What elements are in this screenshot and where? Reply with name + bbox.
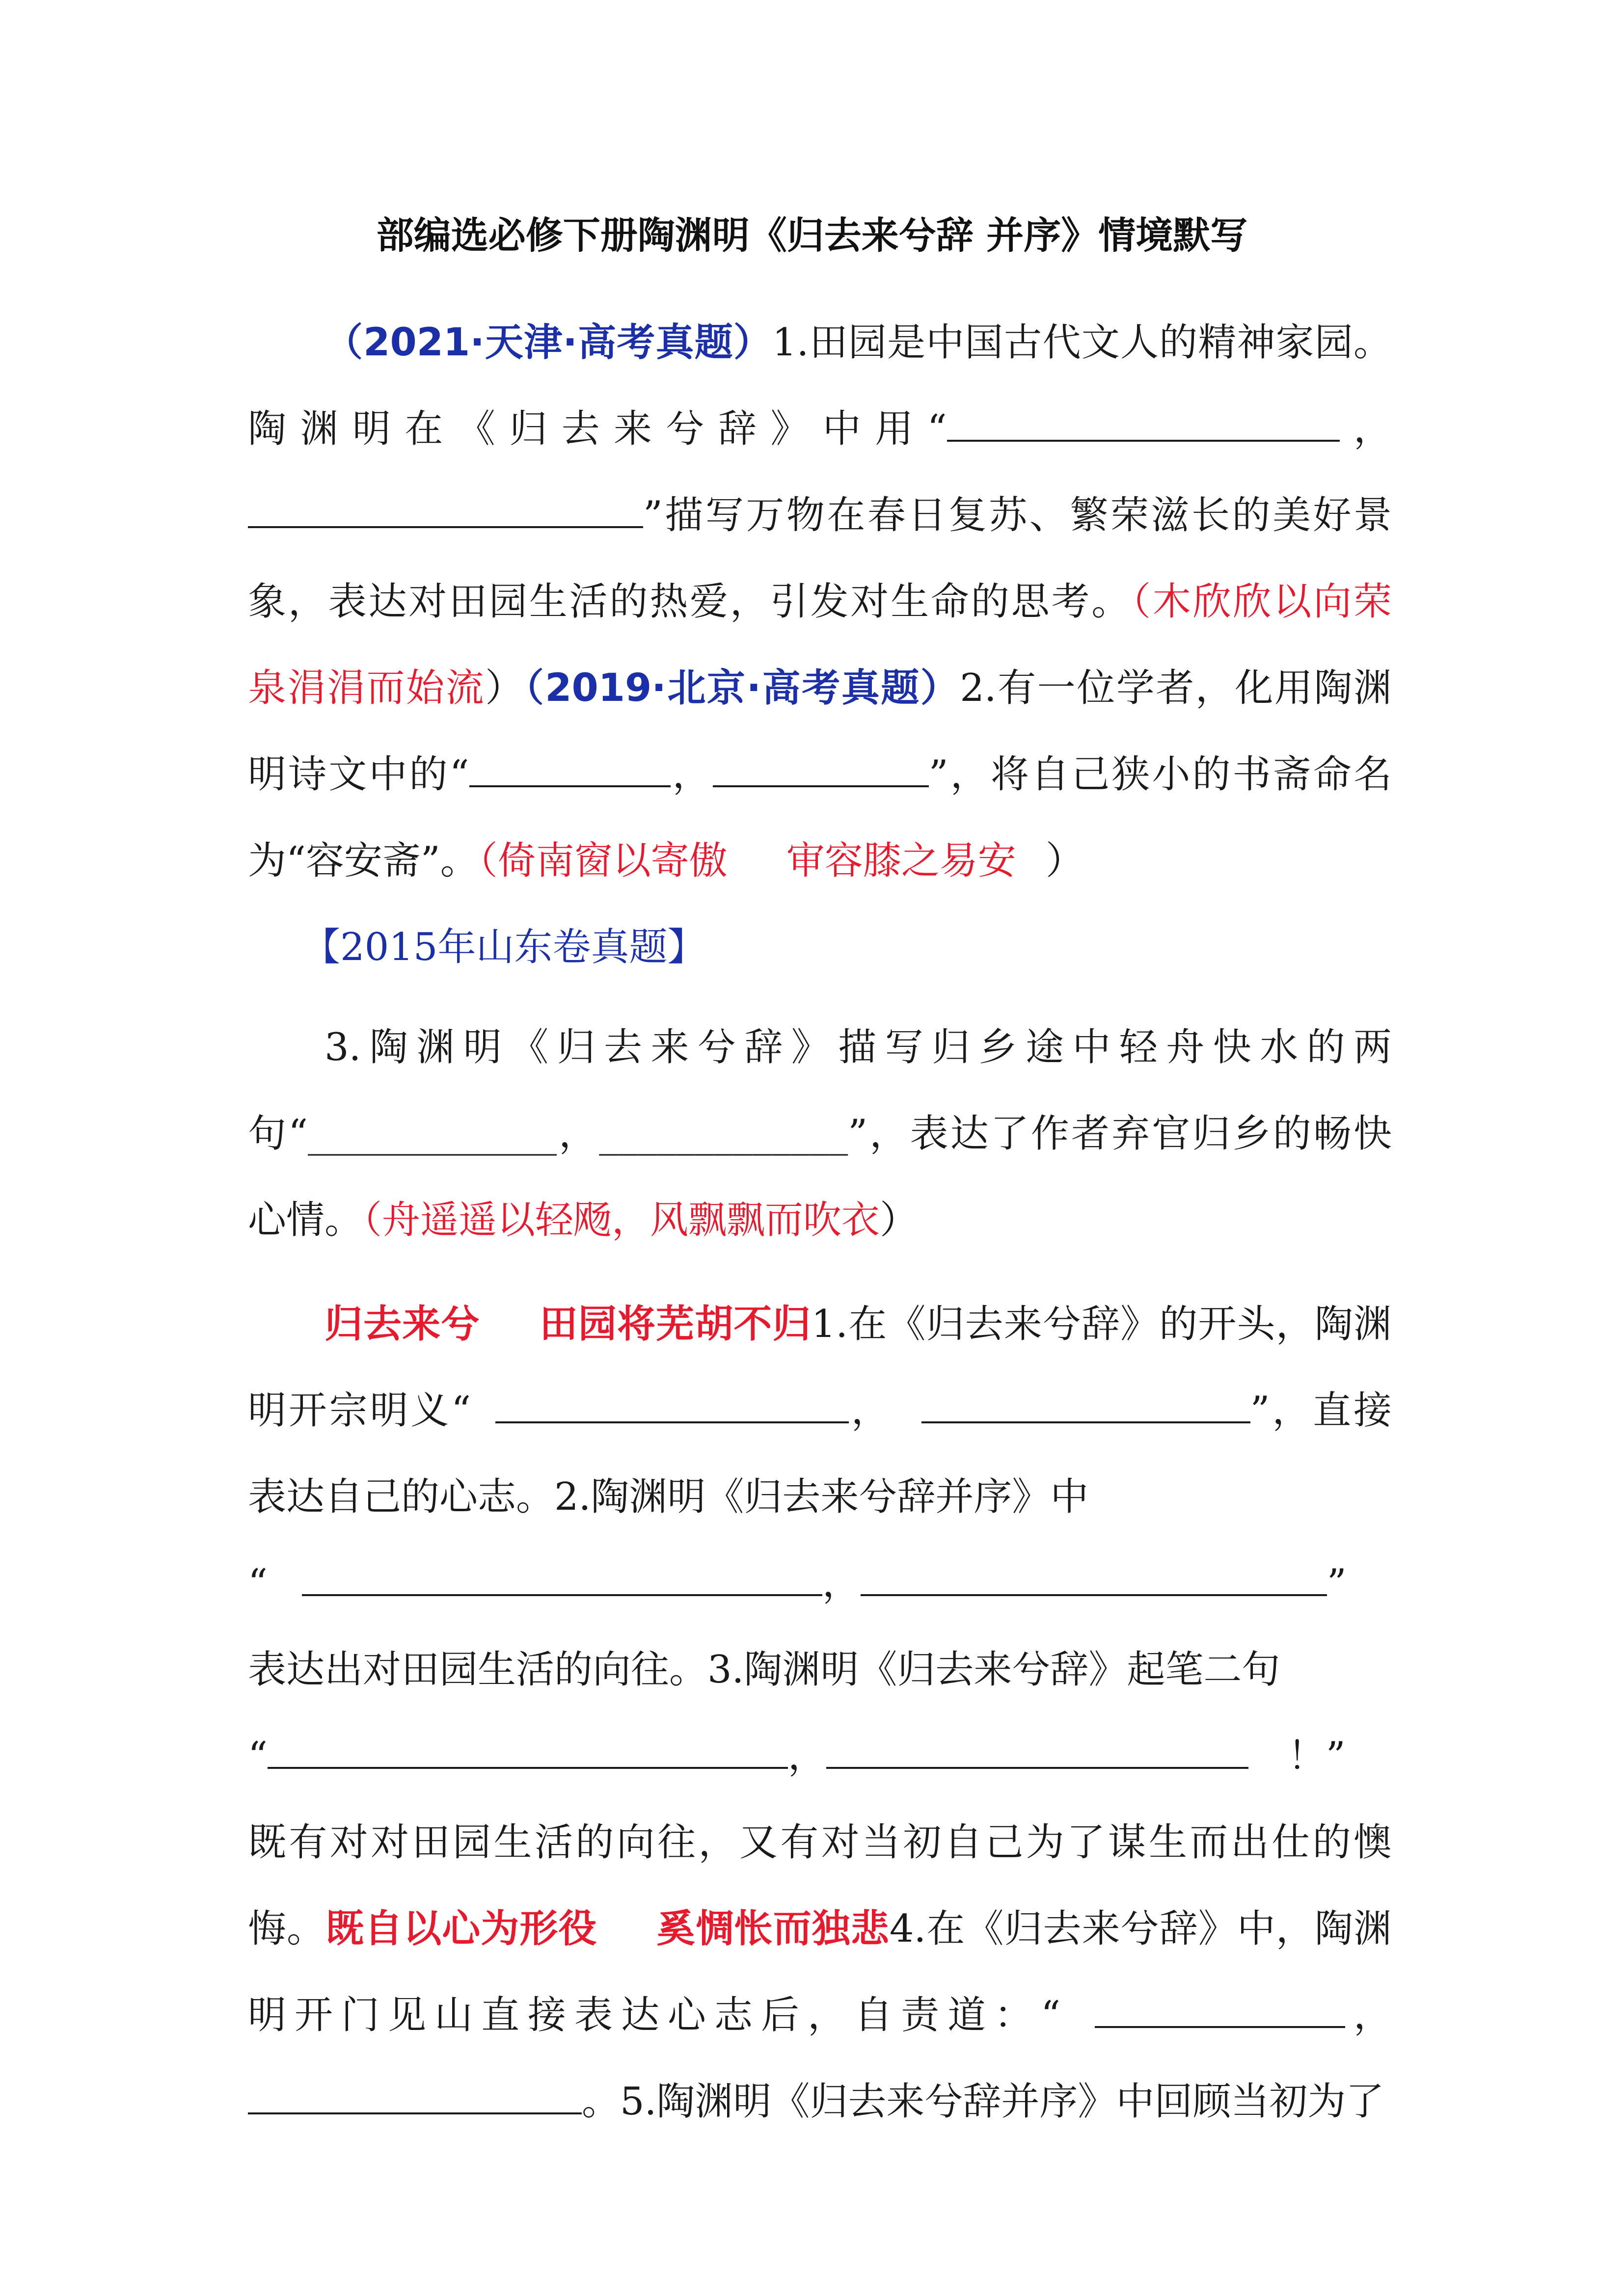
answer-blank[interactable] <box>1095 1992 1345 2028</box>
page-title: 部编选必修下册陶渊明《归去来兮辞 并序》情境默写 <box>376 214 1248 257</box>
answer-blank[interactable] <box>268 1733 788 1769</box>
answer-blank[interactable] <box>713 751 929 787</box>
close-quote: ！” <box>1287 1734 1346 1778</box>
question-text: 2.有一位学者，化用陶渊明诗文中的“ <box>248 666 1392 797</box>
answer-text: 归去来兮 <box>325 1302 480 1346</box>
comma: ， <box>1339 407 1392 451</box>
document-body <box>248 299 1430 2145</box>
question-text: 2.陶渊明《归去来兮辞并序》中 <box>554 1475 1089 1519</box>
open-quote: “ <box>248 1734 268 1778</box>
source-tag-2021: （2021·天津·高考真题） <box>325 320 773 365</box>
answer-blank[interactable]: _____________ <box>308 1112 557 1156</box>
source-tag-2015: 【2015年山东卷真题】 <box>302 925 706 969</box>
open-quote: “ <box>248 1561 268 1605</box>
comma: ， <box>822 1561 861 1605</box>
question-text: ”，直接表达自己的心志。 <box>248 1388 1392 1519</box>
question-text: 4.在《归去来兮辞》中，陶渊明开门见山直接表达心志后，自责道：“ <box>248 1907 1392 2037</box>
close-quote: ” <box>1326 1561 1347 1605</box>
answer-blank[interactable] <box>861 1560 1327 1596</box>
question-text: 1.在《归去来兮辞》的开头，陶渊明开宗明义“ <box>248 1302 1392 1433</box>
answer-text: 田园将芜胡不归 <box>539 1302 812 1346</box>
answer-open-paren: （ <box>363 1198 382 1242</box>
comma: ， <box>1345 1993 1392 2037</box>
comma: ， <box>787 1734 826 1778</box>
answer-open-paren: （ <box>478 839 498 883</box>
answer-text: 木欣欣以向荣 泉涓涓而始流 <box>248 580 1430 710</box>
answer-blank[interactable]: _____________ <box>599 1112 848 1156</box>
answer-blank[interactable] <box>826 1733 1248 1769</box>
question-2021-paragraph <box>248 299 1430 904</box>
question-2015-paragraph <box>248 1004 1392 1263</box>
question-text: 3.陶渊明《归去来兮辞》起笔二句 <box>707 1648 1280 1692</box>
question-text: 1.田园是中国古代文人的精神家园。陶渊明在《归去来兮辞》中用“ <box>248 320 1392 451</box>
answer-blank[interactable] <box>921 1387 1250 1423</box>
answer-text: 倚南窗以寄傲 <box>497 839 728 883</box>
section-heading-2015 <box>248 904 1392 990</box>
answer-close-paren: ） <box>880 1198 919 1242</box>
question-text: 3.陶渊明《归去来兮辞》描写归乡途中轻舟快水的两句“ <box>248 1025 1392 1156</box>
question-text: ”，将自己狭小的书斋命名为“容安斋”。 <box>248 752 1392 883</box>
comma: ， <box>557 1112 599 1156</box>
answer-text: 奚惆怅而独悲 <box>656 1907 890 1951</box>
answer-blank[interactable] <box>947 405 1340 442</box>
comma: ， <box>670 752 713 797</box>
answer-text: 审容膝之易安 <box>786 839 1016 883</box>
source-tag-2019: （2019·北京·高考真题） <box>524 666 960 710</box>
question-text: ”描写万物在春日复苏、繁荣滋长的美好景象，表达对田园生活的热爱，引发对生命的思考。 <box>248 493 1392 624</box>
answer-blank[interactable] <box>469 751 671 787</box>
answer-blank[interactable] <box>248 2078 582 2114</box>
answer-open-paren: （ <box>1132 580 1153 624</box>
answer-blank[interactable] <box>495 1387 849 1423</box>
answer-text: 舟遥遥以轻飏，风飘飘而吹衣 <box>382 1198 880 1242</box>
answer-text: 既自以心为形役 <box>325 1907 597 1951</box>
answer-close-paren: ） <box>1045 839 1084 883</box>
question-set-paragraph <box>248 1281 1392 2145</box>
answer-blank[interactable] <box>302 1560 822 1596</box>
question-text: ”，表达了作者弃官归乡的畅快心情。 <box>248 1112 1392 1242</box>
answer-blank[interactable] <box>248 492 643 528</box>
question-text: 表达出对田园生活的向往。 <box>248 1648 708 1692</box>
question-text: 。5.陶渊明《归去来兮辞并序》中回顾当初为了 <box>582 2080 1384 2124</box>
comma: ， <box>848 1388 892 1433</box>
answer-close-paren: ） <box>485 666 525 710</box>
question-text: 既有对对田园生活的向往，又有对当初自己为了谋生而出仕的懊悔。 <box>248 1820 1392 1951</box>
